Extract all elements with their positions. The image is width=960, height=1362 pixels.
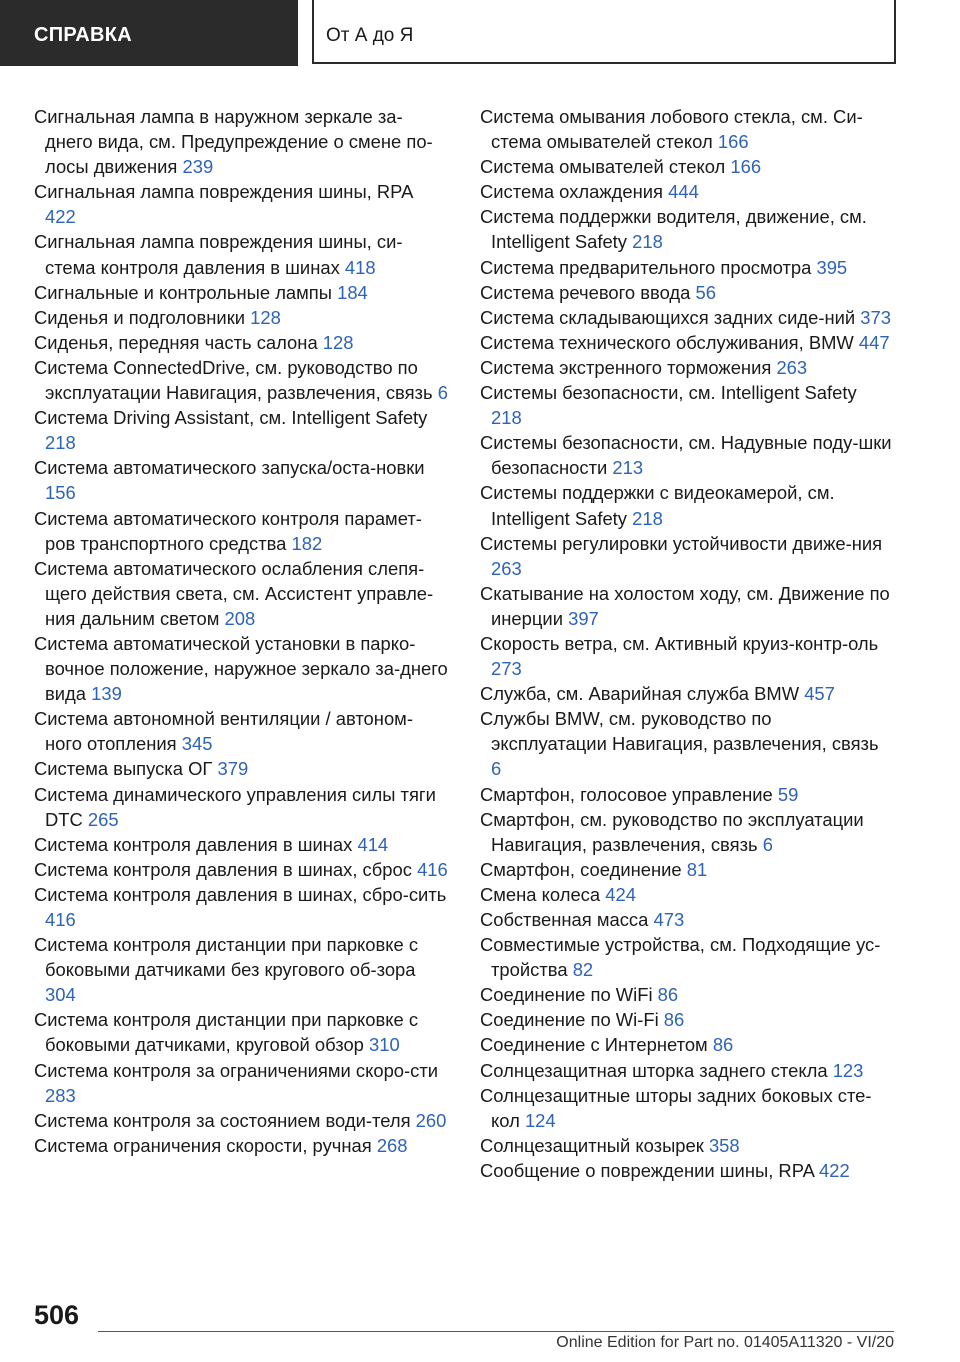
page-link[interactable]: 416 xyxy=(45,909,76,930)
index-term: Система контроля за состоянием води-теля xyxy=(34,1109,411,1131)
page-link[interactable]: 373 xyxy=(860,306,891,328)
index-entry xyxy=(34,104,448,179)
index-entry xyxy=(480,631,892,681)
page-link[interactable]: 166 xyxy=(717,131,749,153)
page-link[interactable]: 6 xyxy=(762,833,773,855)
index-entry xyxy=(480,179,892,204)
index-term: Система технического обслуживания, BMW xyxy=(480,331,854,353)
page-link[interactable]: 422 xyxy=(45,206,76,228)
page-link[interactable]: 213 xyxy=(612,457,644,479)
index-entry xyxy=(480,882,892,907)
index-term: Система контроля дистанции при парковке с боковыми датчиками без кругового об-зора xyxy=(34,934,419,981)
index-entry xyxy=(34,1007,448,1057)
index-term: Система Driving Assistant, см. Intelligent Safety xyxy=(34,407,428,429)
index-term: Смартфон, соединение xyxy=(480,858,682,880)
index-entry xyxy=(480,807,892,857)
page-header xyxy=(0,0,960,66)
index-term: Солнцезащитный козырек xyxy=(480,1134,704,1156)
index-term: Системы регулировки устойчивости движе-ния xyxy=(480,532,883,554)
index-entry xyxy=(480,907,892,932)
page-link[interactable]: 128 xyxy=(250,306,281,328)
page-link[interactable]: 265 xyxy=(87,808,119,830)
index-term: Система контроля дистанции при парковке с боковыми датчиками, круговой обзор xyxy=(34,1009,419,1056)
page-link[interactable]: 166 xyxy=(730,156,762,178)
index-term: Система контроля давления в шинах, сбро-сить xyxy=(34,883,447,905)
page-number: 506 xyxy=(34,1300,80,1330)
index-term: Сигнальные и контрольные лампы xyxy=(34,281,332,303)
page-link[interactable]: 156 xyxy=(45,482,76,504)
index-term: Система речевого ввода xyxy=(480,281,691,303)
index-entry xyxy=(480,857,892,882)
index-term: Совместимые устройства, см. Подходящие ус-тройства xyxy=(480,934,881,981)
index-entry xyxy=(34,305,448,330)
index-term: Скатывание на холостом ходу, см. Движение по инерции xyxy=(480,582,890,629)
page-link[interactable]: 56 xyxy=(695,281,716,303)
index-term: Системы поддержки с видеокамерой, см. Intelligent Safety xyxy=(480,482,835,529)
index-entry xyxy=(34,832,448,857)
page-link[interactable]: 457 xyxy=(804,683,835,705)
index-entry xyxy=(34,882,448,932)
index-entry xyxy=(480,1083,892,1133)
index-term: Система поддержки водителя, движение, см. Intelligent Safety xyxy=(480,206,867,253)
page-link[interactable]: 86 xyxy=(712,1034,734,1056)
page-link[interactable]: 218 xyxy=(632,231,663,253)
page-link[interactable]: 208 xyxy=(224,607,256,629)
index-entry xyxy=(34,631,448,706)
index-entry xyxy=(480,782,892,807)
index-term: Система контроля давления в шинах xyxy=(34,833,353,855)
page-link[interactable]: 128 xyxy=(322,331,354,353)
page-link[interactable]: 6 xyxy=(437,382,448,404)
page-link[interactable]: 218 xyxy=(632,507,663,529)
index-entry xyxy=(34,932,448,1007)
index-term: Сиденья, передняя часть салона xyxy=(34,331,318,353)
index-column-right xyxy=(480,104,892,1183)
index-entry xyxy=(480,104,892,154)
index-entry xyxy=(34,355,448,405)
index-entry xyxy=(34,506,448,556)
page-link[interactable]: 444 xyxy=(668,181,699,203)
index-term: Солнцезащитные шторы задних боковых сте-кол xyxy=(480,1084,872,1131)
index-entry xyxy=(480,280,892,305)
index-entry xyxy=(34,756,448,781)
index-entry xyxy=(34,1133,448,1158)
page-link[interactable]: 59 xyxy=(777,783,799,805)
index-entry xyxy=(480,1133,892,1158)
index-entry xyxy=(34,455,448,505)
page-link[interactable]: 263 xyxy=(776,356,808,378)
edition-note: Online Edition for Part no. 01405A11320 - VI/20 xyxy=(556,1334,894,1351)
page-link[interactable]: 416 xyxy=(417,858,448,880)
index-entry xyxy=(480,355,892,380)
index-entry xyxy=(34,280,448,305)
index-term: Система ConnectedDrive, см. руководство по эксплуатации Навигация, развлечения, связь xyxy=(34,356,433,404)
page-link[interactable]: 182 xyxy=(291,532,323,554)
index-entry xyxy=(480,154,892,179)
page-link[interactable]: 358 xyxy=(708,1134,740,1156)
page-link[interactable]: 397 xyxy=(568,607,599,629)
index-term: Система контроля за ограничениями скоро-сти xyxy=(34,1059,439,1081)
index-entry xyxy=(34,330,448,355)
index-entry xyxy=(34,857,448,882)
index-entry xyxy=(480,330,892,355)
index-term: Система контроля давления в шинах, сброс xyxy=(34,858,412,880)
index-column-left xyxy=(34,104,448,1158)
index-term: Сигнальная лампа повреждения шины, си-стема контроля давления в шинах xyxy=(34,231,403,278)
index-term: Система автоматического ослабления слепя-щего действия света, см. Ассистент управле-ния дальним светом xyxy=(34,557,434,629)
page-link[interactable]: 414 xyxy=(357,833,389,855)
index-entry xyxy=(480,255,892,280)
page-link[interactable]: 345 xyxy=(181,733,213,755)
index-entry xyxy=(34,1058,448,1108)
index-term: Сообщение о повреждении шины, RPA xyxy=(480,1159,814,1181)
index-entry xyxy=(480,932,892,982)
index-term: Система складывающихся задних сиде-ний xyxy=(480,306,856,328)
index-term: Солнцезащитная шторка заднего стекла xyxy=(480,1059,828,1081)
index-term: Службы BMW, см. руководство по эксплуатации Навигация, развлечения, связь xyxy=(480,708,879,755)
page-link[interactable]: 123 xyxy=(832,1059,864,1081)
footer-divider xyxy=(98,1331,894,1332)
index-term: Собственная масса xyxy=(480,909,649,930)
page-link[interactable]: 218 xyxy=(491,407,522,429)
index-term: Соединение по Wi-Fi xyxy=(480,1009,659,1031)
page-link[interactable]: 473 xyxy=(653,909,685,930)
index-entry xyxy=(480,982,892,1007)
section-tab[interactable]: СПРАВКА xyxy=(0,0,298,66)
page-link[interactable]: 304 xyxy=(45,984,76,1006)
index-term: Системы безопасности, см. Intelligent Safety xyxy=(480,382,857,404)
page-link[interactable]: 6 xyxy=(491,758,502,780)
index-entry xyxy=(34,229,448,279)
page-link[interactable]: 82 xyxy=(572,959,594,981)
index-entry xyxy=(34,706,448,756)
index-entry xyxy=(480,480,892,530)
index-term: Сигнальная лампа повреждения шины, RPA xyxy=(34,181,413,203)
index-term: Система автоматического запуска/оста-новки xyxy=(34,457,425,479)
page-link[interactable]: 86 xyxy=(657,984,679,1006)
index-term: Система динамического управления силы тяги DTC xyxy=(34,783,436,830)
index-term: Служба, см. Аварийная служба BMW xyxy=(480,683,800,705)
index-entry xyxy=(34,782,448,832)
index-entry xyxy=(480,1007,892,1032)
index-entry xyxy=(480,531,892,581)
page-link[interactable]: 218 xyxy=(45,432,76,454)
page-link[interactable]: 260 xyxy=(415,1109,447,1131)
index-term: Смена колеса xyxy=(480,883,601,905)
page-link[interactable]: 239 xyxy=(182,156,214,178)
index-term: Сигнальная лампа в наружном зеркале за-днего вида, см. Предупреждение о смене по-лосы движения xyxy=(34,106,433,178)
index-entry xyxy=(480,1058,892,1083)
index-term: Системы безопасности, см. Надувные поду-шки безопасности xyxy=(480,432,892,479)
page-link[interactable]: 283 xyxy=(45,1084,76,1106)
page-link[interactable]: 81 xyxy=(686,858,708,880)
index-term: Система охлаждения xyxy=(480,181,663,203)
index-entry xyxy=(480,1158,892,1183)
page-link[interactable]: 139 xyxy=(91,683,122,705)
index-entry xyxy=(480,204,892,254)
index-term: Система экстренного торможения xyxy=(480,356,772,378)
index-entry xyxy=(480,581,892,631)
index-entry xyxy=(480,681,892,706)
index-term: Система омывания лобового стекла, см. Си-стема омывателей стекол xyxy=(480,106,863,153)
page-link[interactable]: 263 xyxy=(491,557,522,579)
index-entry xyxy=(34,179,448,229)
page-link[interactable]: 395 xyxy=(816,256,848,278)
index-entry xyxy=(480,380,892,430)
index-entry xyxy=(480,1032,892,1057)
page-link[interactable]: 124 xyxy=(524,1109,556,1131)
index-term: Система автономной вентиляции / автоном-ного отопления xyxy=(34,708,413,755)
page-link[interactable]: 422 xyxy=(818,1159,850,1181)
index-term: Сиденья и подголовники xyxy=(34,306,246,328)
page-link[interactable]: 268 xyxy=(376,1134,408,1156)
page-link[interactable]: 273 xyxy=(491,658,522,680)
index-entry xyxy=(480,305,892,330)
page-link[interactable]: 184 xyxy=(337,281,368,303)
index-term: Смартфон, см. руководство по эксплуатации Навигация, развлечения, связь xyxy=(480,808,864,855)
index-term: Соединение по WiFi xyxy=(480,984,653,1006)
index-term: Система предварительного просмотра xyxy=(480,256,812,278)
index-entry xyxy=(480,430,892,480)
page-link[interactable]: 418 xyxy=(344,256,376,278)
page-link[interactable]: 424 xyxy=(605,883,636,905)
index-term: Смартфон, голосовое управление xyxy=(480,783,773,805)
page-link[interactable]: 379 xyxy=(217,758,249,780)
index-entry xyxy=(34,556,448,631)
index-entry xyxy=(480,706,892,781)
chapter-title: От А до Я xyxy=(312,0,896,64)
page-link[interactable]: 86 xyxy=(663,1009,685,1031)
index-term: Соединение с Интернетом xyxy=(480,1034,708,1056)
index-term: Система автоматического контроля парамет-ров транспортного средства xyxy=(34,507,422,554)
index-entry xyxy=(34,1108,448,1133)
index-term: Система омывателей стекол xyxy=(480,156,726,178)
index-term: Система автоматической установки в парко-вочное положение, наружное зеркало за-днего вида xyxy=(34,632,448,705)
index-term: Система выпуска ОГ xyxy=(34,758,213,780)
page-link[interactable]: 310 xyxy=(369,1034,400,1056)
page-link[interactable]: 447 xyxy=(858,331,890,353)
index-term: Скорость ветра, см. Активный круиз-контр-оль xyxy=(480,632,879,654)
index-term: Система ограничения скорости, ручная xyxy=(34,1134,372,1156)
index-entry xyxy=(34,405,448,455)
